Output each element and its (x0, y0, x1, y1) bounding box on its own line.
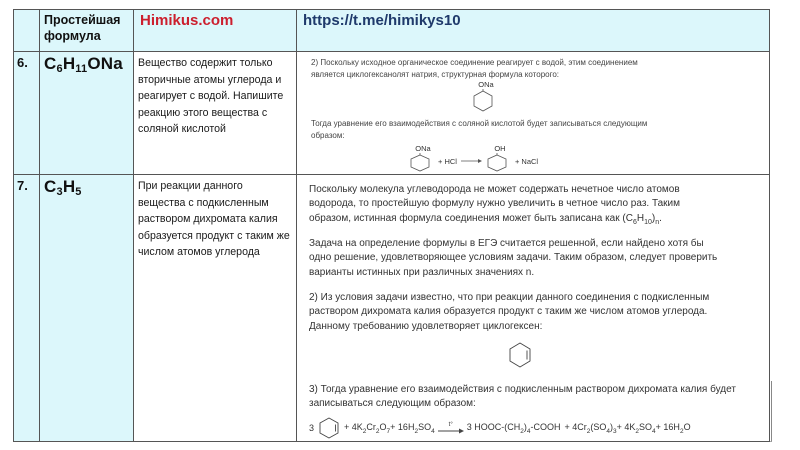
solutions-table (13, 9, 770, 442)
row-number: 6. (17, 55, 28, 70)
solution-paragraph: Задача на определение формулы в ЕГЭ считается решенной, если найдено хотя бы одно решение, удовлетворяющее условиям задачи. Таким образом, следует проверить варианты истинных при различных значениях n. (309, 238, 718, 278)
product-chromium-sulfate: + $4Cr_2(SO_4)_3$ (564, 421, 617, 435)
row-6-condition-cell (134, 52, 297, 175)
cyclohexanolate-structure (463, 80, 503, 113)
byproduct: + NaCl (514, 157, 539, 166)
row-number: 7. (17, 178, 28, 193)
telegram-link[interactable]: https://t.me/himikys10 (303, 12, 461, 29)
product: OH (482, 144, 512, 173)
row-7-formula-cell (40, 175, 134, 442)
task-condition: При реакции данного вещества с подкисленным раствором дихромата калия образуется продукт с таким же числом атомов углерода (138, 180, 290, 258)
cyclohexane-ring-icon (482, 153, 512, 173)
structure-label: ONa (478, 80, 494, 89)
solution-paragraph: 3) Тогда уравнение его взаимодействия с подкисленным раствором дихромата калия будет записываться следующим образом: (309, 384, 736, 410)
solution-image-row-6 (305, 55, 675, 173)
brand-name: Himikus.com (140, 12, 234, 29)
oxidation-equation: 3 + $4K_2Cr_2O_7$ + $16H_2SO_4$ t° 3 HOOC-$(CH_2)_4$-COOH + $4Cr_2(SO_4)_3$ + $4K_2SO_4$ + $16H_2O$ (309, 417, 691, 439)
solution-paragraph: Тогда уравнение его взаимодействия с соляной кислотой будет записываться следующим образом: (311, 119, 648, 140)
simplest-formula: $C_3H_5$ (44, 177, 82, 198)
equation-image-row-7 (307, 381, 772, 442)
header-formula-cell (40, 9, 134, 52)
reaction-arrow-icon (460, 157, 482, 165)
reactant: ONa (405, 144, 435, 173)
header-link-cell (297, 9, 770, 52)
row-6-solution-cell (297, 52, 770, 175)
reaction-arrow-icon (438, 428, 464, 434)
product-water: + $16H_2O$ (655, 421, 691, 435)
solution-paragraph: Поскольку молекула углеводорода не может содержать нечетное число атомов водорода, то простейшую формулу нужно увеличить в четное число раз. Таким образом, истинная формула соединения может быть записана как $(C_6H_{10})_n$. (309, 184, 681, 226)
solution-paragraph: 2) Из условия задачи известно, что при реакции данного соединения с подкисленным раствором дихромата калия образуется продукт с таким же числом атомов углерода. Данному требованию удовлетворяет циклогексен: (309, 292, 710, 332)
cyclohexene-ring-icon (316, 417, 342, 439)
reagent-sulfuric-acid: + $16H_2SO_4$ (390, 421, 435, 435)
cyclohexane-ring-icon (405, 153, 435, 173)
reagent: + HCl (438, 157, 457, 166)
row-7-solution-cell (297, 175, 770, 442)
header-formula-label: Простейшая формула (44, 13, 121, 43)
solution-paragraph: 2) Поскольку исходное органическое соединение реагирует с водой, этим соединением является циклогексанолят натрия, структурная формула которого: (311, 58, 638, 79)
product-potassium-sulfate: + $4K_2SO_4$ (616, 421, 656, 435)
header-brand-cell (134, 9, 297, 52)
task-condition: Вещество содержит только вторичные атомы углерода и реагирует с водой. Напишите реакцию этого вещества с соляной кислотой (138, 57, 284, 135)
reaction-equation (405, 141, 538, 173)
cyclohexene-ring-icon (507, 341, 533, 369)
row-7-condition-cell (134, 175, 297, 442)
row-7-number-cell (13, 175, 40, 442)
reaction-arrow: t° (438, 422, 464, 434)
row-6-formula-cell (40, 52, 134, 175)
simplest-formula: $C_6H_{11}ONa$ (44, 54, 123, 75)
product-adipic-acid: 3 HOOC-$(CH_2)_4$-COOH (466, 421, 561, 435)
cyclohexane-ring-icon (463, 89, 503, 113)
reagent-dichromate: + $4K_2Cr_2O_7$ (344, 421, 391, 435)
row-6-number-cell (13, 52, 40, 175)
header-number-cell (13, 9, 40, 52)
